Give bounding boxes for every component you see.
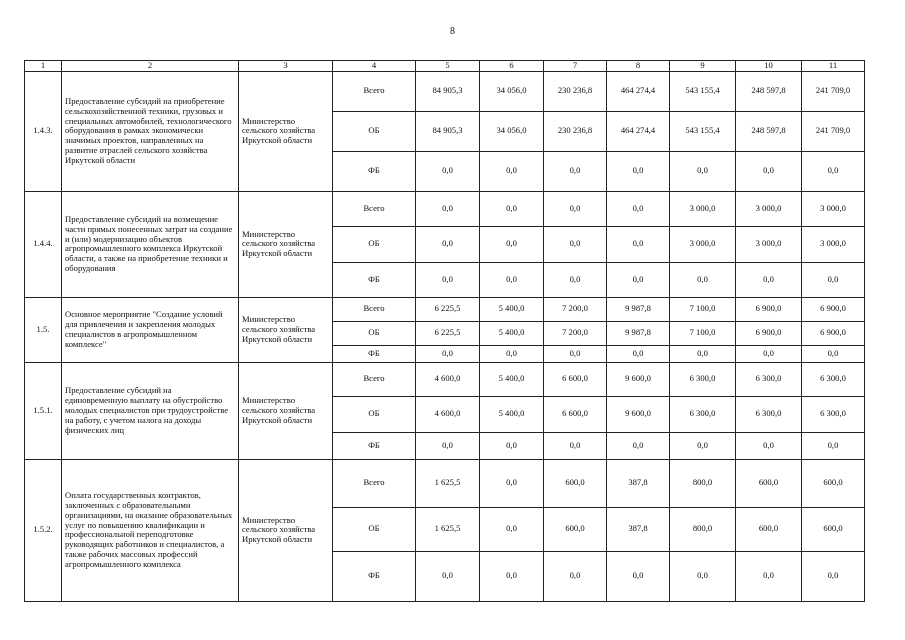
table-row [25, 362, 865, 396]
amount-cell: 600,0 [802, 459, 865, 507]
amount-cell: 4 600,0 [416, 362, 480, 396]
amount-cell: 0,0 [607, 226, 670, 262]
amount-cell: 0,0 [480, 551, 544, 601]
amount-cell: 0,0 [736, 151, 802, 191]
item-number: 1.4.4. [25, 191, 62, 297]
header-cell: 2 [62, 61, 239, 72]
amount-cell: 600,0 [802, 507, 865, 551]
amount-cell: 0,0 [480, 507, 544, 551]
responsible-organization: Министерство сельского хозяйства Иркутской области [239, 71, 333, 191]
amount-cell: 464 274,4 [607, 71, 670, 111]
amount-cell: 34 056,0 [480, 111, 544, 151]
amount-cell: 5 400,0 [480, 297, 544, 321]
responsible-organization: Министерство сельского хозяйства Иркутской области [239, 459, 333, 601]
amount-cell: 6 300,0 [670, 362, 736, 396]
amount-cell: 0,0 [416, 191, 480, 226]
amount-cell: 6 300,0 [802, 396, 865, 432]
funding-source: ОБ [333, 226, 416, 262]
amount-cell: 543 155,4 [670, 71, 736, 111]
amount-cell: 6 600,0 [544, 396, 607, 432]
page-number: 8 [450, 26, 455, 37]
amount-cell: 0,0 [416, 345, 480, 362]
amount-cell: 6 300,0 [670, 396, 736, 432]
table-body [25, 61, 865, 602]
funding-source: ОБ [333, 507, 416, 551]
header-cell: 11 [802, 61, 865, 72]
amount-cell: 0,0 [607, 151, 670, 191]
table-row [25, 459, 865, 507]
header-cell: 10 [736, 61, 802, 72]
amount-cell: 0,0 [544, 226, 607, 262]
amount-cell: 6 225,5 [416, 321, 480, 345]
amount-cell: 600,0 [544, 507, 607, 551]
amount-cell: 0,0 [736, 551, 802, 601]
amount-cell: 6 300,0 [802, 362, 865, 396]
amount-cell: 0,0 [802, 151, 865, 191]
header-cell: 3 [239, 61, 333, 72]
amount-cell: 84 905,3 [416, 71, 480, 111]
item-description: Предоставление субсидий на приобретение сельскохозяйственной техники, грузовых и специальных автомобилей, технологического оборудования в рамках экономически значимых проектов, направленных на развитие отраслей сельского хозяйства Иркутской области [62, 71, 239, 191]
amount-cell: 0,0 [544, 191, 607, 226]
amount-cell: 0,0 [802, 345, 865, 362]
funding-source: ОБ [333, 321, 416, 345]
header-cell: 5 [416, 61, 480, 72]
amount-cell: 34 056,0 [480, 71, 544, 111]
item-number: 1.5.1. [25, 362, 62, 459]
amount-cell: 0,0 [670, 151, 736, 191]
amount-cell: 230 236,8 [544, 111, 607, 151]
amount-cell: 5 400,0 [480, 396, 544, 432]
amount-cell: 230 236,8 [544, 71, 607, 111]
amount-cell: 0,0 [544, 551, 607, 601]
amount-cell: 3 000,0 [736, 226, 802, 262]
amount-cell: 0,0 [480, 459, 544, 507]
amount-cell: 7 200,0 [544, 321, 607, 345]
amount-cell: 7 200,0 [544, 297, 607, 321]
amount-cell: 1 625,5 [416, 507, 480, 551]
amount-cell: 0,0 [480, 191, 544, 226]
amount-cell: 0,0 [670, 262, 736, 297]
amount-cell: 543 155,4 [670, 111, 736, 151]
amount-cell: 0,0 [607, 345, 670, 362]
funding-source: Всего [333, 362, 416, 396]
amount-cell: 600,0 [736, 459, 802, 507]
amount-cell: 0,0 [544, 432, 607, 459]
table-row [25, 191, 865, 226]
amount-cell: 0,0 [480, 226, 544, 262]
header-cell: 8 [607, 61, 670, 72]
amount-cell: 1 625,5 [416, 459, 480, 507]
amount-cell: 5 400,0 [480, 321, 544, 345]
responsible-organization: Министерство сельского хозяйства Иркутской области [239, 297, 333, 362]
amount-cell: 0,0 [544, 262, 607, 297]
amount-cell: 6 900,0 [736, 321, 802, 345]
amount-cell: 9 600,0 [607, 362, 670, 396]
header-row [25, 61, 865, 72]
amount-cell: 0,0 [802, 551, 865, 601]
amount-cell: 800,0 [670, 459, 736, 507]
item-number: 1.5.2. [25, 459, 62, 601]
amount-cell: 0,0 [544, 151, 607, 191]
amount-cell: 0,0 [416, 432, 480, 459]
amount-cell: 464 274,4 [607, 111, 670, 151]
funding-source: ОБ [333, 396, 416, 432]
amount-cell: 0,0 [480, 262, 544, 297]
amount-cell: 0,0 [480, 151, 544, 191]
amount-cell: 6 300,0 [736, 396, 802, 432]
funding-source: ФБ [333, 551, 416, 601]
amount-cell: 9 600,0 [607, 396, 670, 432]
amount-cell: 6 225,5 [416, 297, 480, 321]
amount-cell: 0,0 [607, 191, 670, 226]
amount-cell: 0,0 [416, 151, 480, 191]
amount-cell: 6 900,0 [736, 297, 802, 321]
amount-cell: 0,0 [607, 262, 670, 297]
header-cell: 9 [670, 61, 736, 72]
amount-cell: 387,8 [607, 507, 670, 551]
amount-cell: 0,0 [480, 345, 544, 362]
amount-cell: 248 597,8 [736, 111, 802, 151]
amount-cell: 3 000,0 [736, 191, 802, 226]
amount-cell: 7 100,0 [670, 321, 736, 345]
amount-cell: 600,0 [544, 459, 607, 507]
amount-cell: 0,0 [416, 226, 480, 262]
amount-cell: 6 600,0 [544, 362, 607, 396]
amount-cell: 9 987,8 [607, 321, 670, 345]
amount-cell: 0,0 [736, 262, 802, 297]
table-row [25, 71, 865, 111]
amount-cell: 0,0 [544, 345, 607, 362]
amount-cell: 6 900,0 [802, 321, 865, 345]
amount-cell: 248 597,8 [736, 71, 802, 111]
amount-cell: 0,0 [416, 551, 480, 601]
amount-cell: 0,0 [480, 432, 544, 459]
funding-source: ОБ [333, 111, 416, 151]
header-cell: 4 [333, 61, 416, 72]
amount-cell: 0,0 [736, 432, 802, 459]
amount-cell: 4 600,0 [416, 396, 480, 432]
funding-source: ФБ [333, 151, 416, 191]
amount-cell: 387,8 [607, 459, 670, 507]
amount-cell: 0,0 [670, 345, 736, 362]
responsible-organization: Министерство сельского хозяйства Иркутской области [239, 362, 333, 459]
responsible-organization: Министерство сельского хозяйства Иркутской области [239, 191, 333, 297]
item-number: 1.4.3. [25, 71, 62, 191]
funding-source: Всего [333, 297, 416, 321]
amount-cell: 84 905,3 [416, 111, 480, 151]
funding-source: Всего [333, 71, 416, 111]
amount-cell: 0,0 [670, 432, 736, 459]
amount-cell: 0,0 [607, 551, 670, 601]
amount-cell: 241 709,0 [802, 111, 865, 151]
amount-cell: 800,0 [670, 507, 736, 551]
amount-cell: 0,0 [670, 551, 736, 601]
amount-cell: 241 709,0 [802, 71, 865, 111]
header-cell: 6 [480, 61, 544, 72]
funding-source: ФБ [333, 345, 416, 362]
amount-cell: 3 000,0 [802, 191, 865, 226]
funding-source: Всего [333, 191, 416, 226]
item-description: Основное мероприятие "Создание условий для привлечения и закрепления молодых специалистов в агропромышленном комплексе" [62, 297, 239, 362]
header-cell: 1 [25, 61, 62, 72]
item-number: 1.5. [25, 297, 62, 362]
amount-cell: 600,0 [736, 507, 802, 551]
amount-cell: 0,0 [736, 345, 802, 362]
funding-source: ФБ [333, 432, 416, 459]
amount-cell: 0,0 [802, 432, 865, 459]
amount-cell: 6 900,0 [802, 297, 865, 321]
item-description: Предоставление субсидий на возмещение части прямых понесенных затрат на создание и (или) модернизацию объектов агропромышленного комплекса Иркутской области, а также на приобретение техники и оборудования [62, 191, 239, 297]
item-description: Оплата государственных контрактов, заключенных с образовательными организациями, на оказание образовательных услуг по повышению квалификации и профессиональной переподготовке руководящих работников и специалистов, а также рабочих массовых профессий агропромышленного комплекса [62, 459, 239, 601]
amount-cell: 0,0 [607, 432, 670, 459]
amount-cell: 7 100,0 [670, 297, 736, 321]
amount-cell: 3 000,0 [670, 226, 736, 262]
amount-cell: 5 400,0 [480, 362, 544, 396]
amount-cell: 0,0 [802, 262, 865, 297]
amount-cell: 9 987,8 [607, 297, 670, 321]
funding-source: Всего [333, 459, 416, 507]
amount-cell: 3 000,0 [802, 226, 865, 262]
budget-table [24, 60, 865, 602]
amount-cell: 0,0 [416, 262, 480, 297]
table-row [25, 297, 865, 321]
amount-cell: 6 300,0 [736, 362, 802, 396]
funding-source: ФБ [333, 262, 416, 297]
item-description: Предоставление субсидий на единовременную выплату на обустройство молодых специалистов при трудоустройстве на работу, с учетом налога на доходы физических лиц [62, 362, 239, 459]
amount-cell: 3 000,0 [670, 191, 736, 226]
header-cell: 7 [544, 61, 607, 72]
